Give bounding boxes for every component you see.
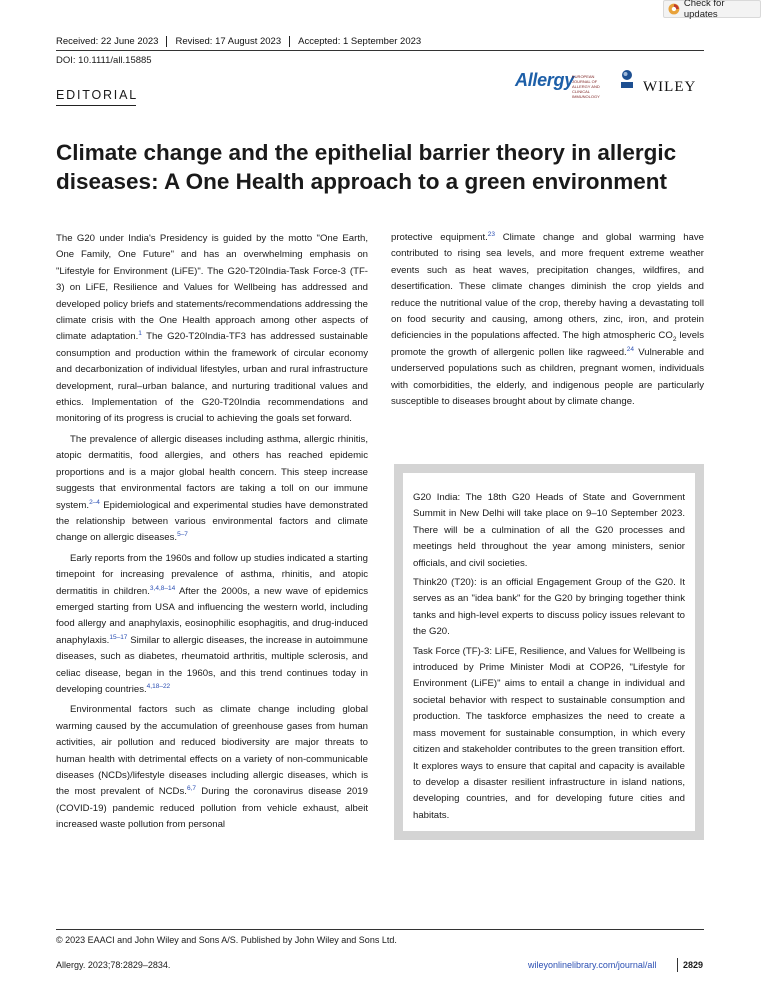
- info-box-content: [403, 473, 695, 831]
- box-paragraph-g20: G20 India: The 18th G20 Heads of State and Government Summit in New Delhi will take place on 9–10 September 2023. There will be a culmination of all the G20 processes and meetings held throughout the year among ministers, senior officials, and civil societies.: [413, 492, 685, 569]
- section-underline: [56, 105, 136, 106]
- body-column-left: [56, 231, 368, 834]
- section-label: EDITORIAL: [56, 88, 138, 102]
- doi-link[interactable]: DOI: 10.1111/all.15885: [56, 55, 152, 66]
- paragraph: [56, 702, 368, 833]
- page-number: 2829: [683, 960, 704, 970]
- article-title: Climate change and the epithelial barrier theory in allergic diseases: A One Health approach to a green environment: [56, 140, 677, 194]
- citation-link[interactable]: 23: [487, 230, 496, 238]
- journal-reference: Allergy. 2023;78:2829–2834.: [56, 960, 171, 970]
- text-run: Environmental factors such as climate change including global warming caused by the accumulation of greenhouse gases from human activities, air pollution and reduced biodiversity are major threats to human health with detrimental effects on a variety of non-communicable diseases (NCDs)/lifestyle diseases including allergic diseases, which is the most prevalent of NCDs.: [56, 704, 368, 798]
- journal-url-link[interactable]: wileyonlinelibrary.com/journal/all: [528, 960, 657, 970]
- text-run: The prevalence of allergic diseases including asthma, allergic rhinitis, atopic dermatitis, food allergies, and others has reached epidemic proportions and is a major global health concern. This steep increase suggests that environmental factors are taking a toll on our immune system.: [56, 433, 368, 511]
- header-rule: [56, 50, 704, 51]
- text-run: The G20 under India's Presidency is guided by the motto "One Earth, One Family, One Future" and has an overwhelming emphasis on "Lifestyle for Environment (LiFE)". The G20-T20India-Task Force-3 (TF-3) on LiFE, Resilience and Values for Wellbeing has addressed and developed policy briefs and statements/recommendations addressing the climate crisis with the One Health approach among other aspects of climate adaptation.: [56, 233, 368, 343]
- check-for-updates-button[interactable]: [663, 0, 761, 18]
- box-paragraph-tf3: Task Force (TF)-3: LiFE, Resilience, and Values for Wellbeing is introduced by Prime Minister Modi at COP26, "Lifestyle for Environment (LiFE)" aims to entail a change in individual and societal behavior with respect to sustainable consumption and production. The taskforce emphasizes the need to create a mass movement for sustainable consumption, in which every citizen and stakeholder contributes to the green transition effort. It explores ways to ensure that capital and capacity is available to develop a disaster resilient infrastructure in island nations, developing countries, and for developing future cities and habitats.: [413, 645, 685, 821]
- article-dates: [56, 36, 437, 47]
- text-run: Early reports from the 1960s and follow up studies indicated a starting timepoint for increasing prevalence of asthma, rhinitis, and atopic dermatitis in children.: [56, 552, 368, 597]
- footer-rule: [56, 929, 704, 930]
- info-box: [394, 464, 704, 840]
- citation-link[interactable]: 1: [138, 330, 142, 338]
- eaaci-logo-icon: [620, 69, 634, 89]
- paragraph: [391, 230, 704, 410]
- text-run: levels promote the growth of allergenic pollen like ragweed.: [391, 330, 704, 358]
- subscript: 2: [672, 336, 677, 344]
- citation-link[interactable]: 24: [626, 345, 634, 353]
- received-date: Received: 22 June 2023: [56, 36, 167, 47]
- allergy-logo-subtitle: EUROPEAN JOURNAL OF ALLERGY AND CLINICAL IMMUNOLOGY: [572, 74, 600, 99]
- text-run: During the coronavirus disease 2019 (COVID-19) pandemic reduced pollution from vehicle exhaust, albeit increased waste pollution from personal: [56, 786, 368, 831]
- text-run: Similar to allergic diseases, the increase in autoimmune diseases, such as diabetes, rheumatoid arthritis, multiple sclerosis, and celiac disease, began in the 1960s, and this trend continues today in developing countries.: [56, 634, 368, 695]
- citation-link[interactable]: 6,7: [186, 785, 196, 793]
- paragraph: [56, 432, 368, 547]
- revised-date: Revised: 17 August 2023: [175, 36, 290, 47]
- paragraph: [56, 231, 368, 428]
- check-updates-icon: [668, 3, 680, 15]
- citation-link[interactable]: 5–7: [177, 531, 188, 539]
- citation-link[interactable]: 4,18–22: [146, 682, 171, 690]
- page-separator: [677, 958, 678, 972]
- text-run: Epidemiological and experimental studies have demonstrated the relationship between various environmental factors and climate change on allergic diseases.: [56, 499, 368, 544]
- citation-link[interactable]: 15–17: [109, 633, 128, 641]
- body-column-right: [391, 230, 704, 410]
- text-run: Climate change and global warming have contributed to rising sea levels, and more frequent extreme weather events such as heat waves, precipitation changes, wildfires, and desertification. These climate changes diminish the crop yields and reduce the nutritional value of the crop, thereby having a devastating toll on food security and causing, among others, zinc, iron, and protein deficiencies in the populations affected. The high atmospheric CO: [391, 232, 704, 342]
- copyright: © 2023 EAACI and John Wiley and Sons A/S. Published by John Wiley and Sons Ltd.: [56, 935, 397, 945]
- text-run: protective equipment.: [391, 232, 488, 243]
- paragraph: [56, 551, 368, 699]
- allergy-journal-logo: Allergy: [515, 70, 574, 90]
- accepted-date: Accepted: 1 September 2023: [298, 36, 422, 47]
- text-run: After the 2000s, a new wave of epidemics emerged starting from USA and influencing the western world, including food allergy and anaphylaxis, eosinophilic esophagitis, and drug-induced anaphylaxis.: [56, 585, 369, 646]
- check-updates-label: Check for updates: [683, 0, 725, 20]
- citation-link[interactable]: 3,4,8–14: [149, 584, 176, 592]
- wiley-logo: WILEY: [643, 79, 697, 95]
- citation-link[interactable]: 2–4: [89, 498, 100, 506]
- text-run: The G20-T20India-TF3 has addressed sustainable consumption and production within the framework of circular economy and decarbonization of individual lifestyles, urban and rural infrastructure development, rural–urban balance, and nurturing traditional values and ethics. Implementation of the G20-T20India recommendations and monitoring of its progress is crucial to achieving the goals set forward.: [56, 331, 369, 425]
- text-run: Vulnerable and underserved populations such as children, pregnant women, individuals with comorbidities, the elderly, and indigenous people are particularly susceptible to diseases brought about by climate change.: [391, 346, 704, 408]
- box-paragraph-t20: Think20 (T20): is an official Engagement Group of the G20. It serves as an "idea bank" for the G20 by bringing together think tanks and high-level experts to discuss policy issues relevant to the G20.: [413, 577, 685, 638]
